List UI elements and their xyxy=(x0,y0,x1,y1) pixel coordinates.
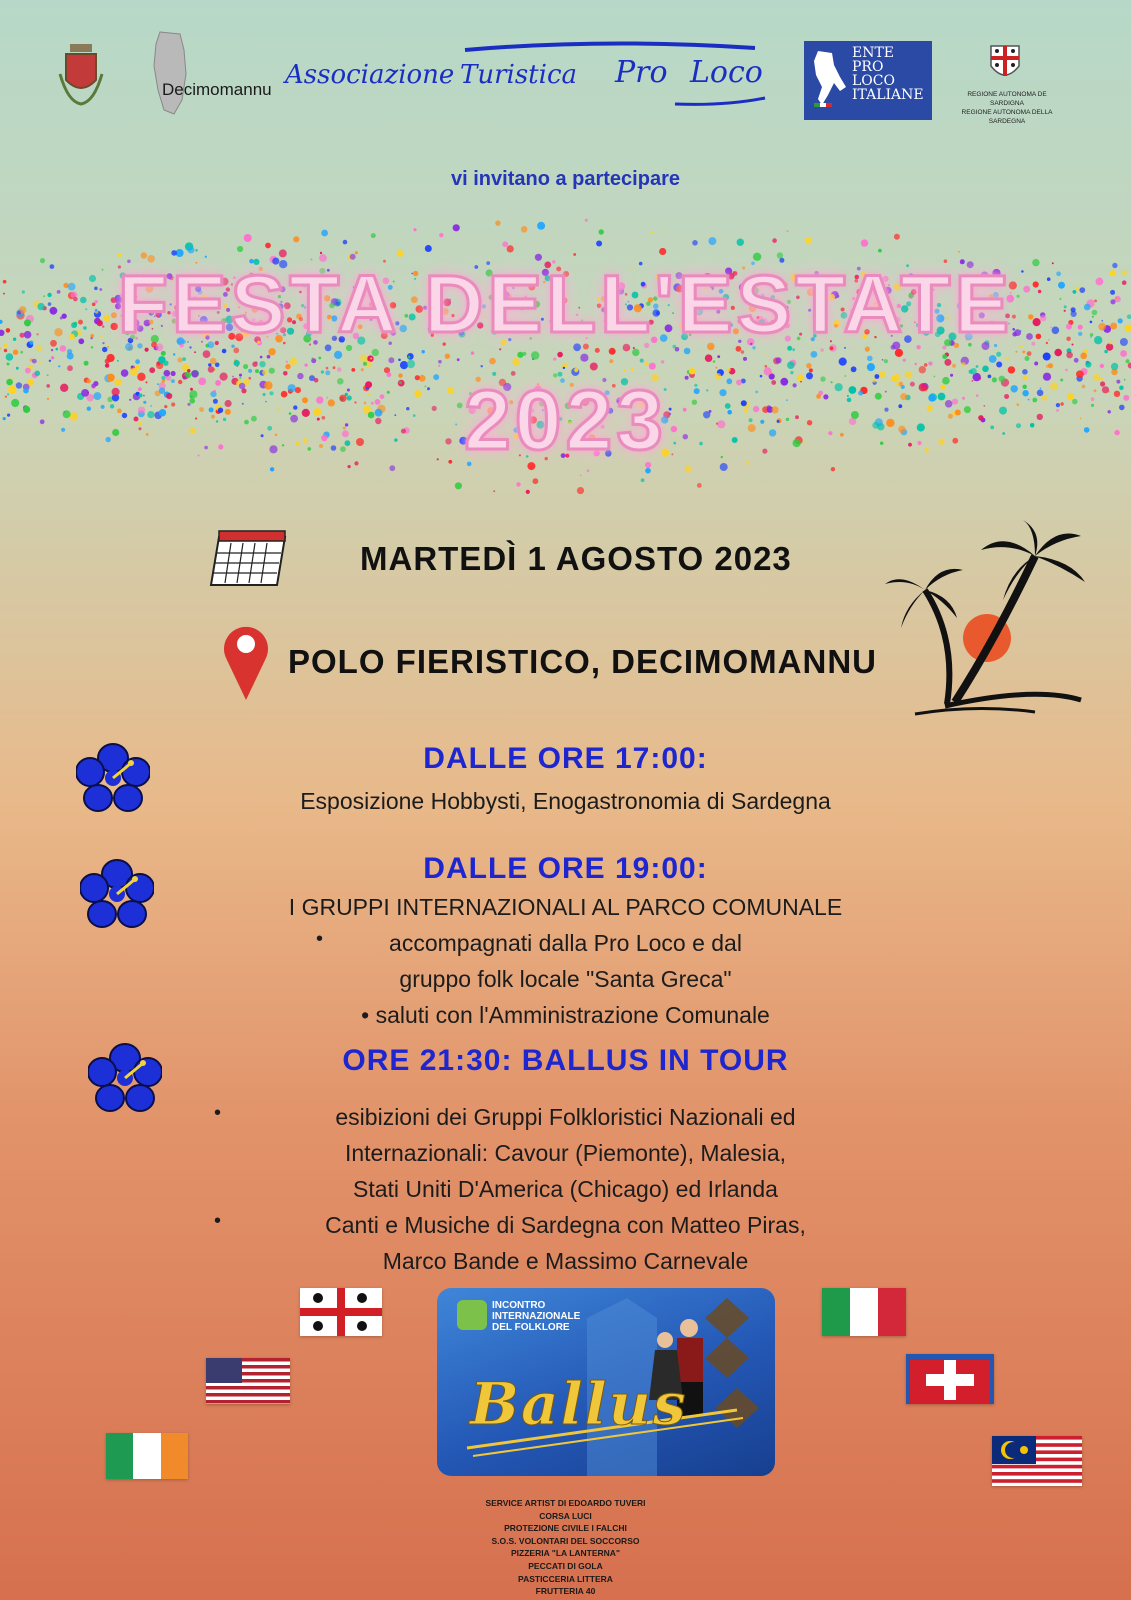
event-place: POLO FIERISTICO, DECIMOMANNU xyxy=(288,643,877,680)
program-2-line-4: • saluti con l'Amministrazione Comunale xyxy=(361,1002,770,1028)
bullet: • xyxy=(214,1102,222,1124)
confetti-dot xyxy=(311,358,316,363)
sponsor: S.O.S. VOLONTARI DEL SOCCORSO xyxy=(491,1535,640,1546)
confetti-dot xyxy=(915,363,917,365)
program-1-line-1: Esposizione Hobbysti, Enogastronomia di Sardegna xyxy=(300,788,831,814)
confetti-dot xyxy=(531,351,539,359)
confetti-dot xyxy=(439,233,443,237)
confetti-dot xyxy=(408,356,411,359)
confetti-dot xyxy=(438,365,440,367)
ente-logo-text: ENTE PRO LOCO ITALIANE xyxy=(852,45,924,103)
confetti-dot xyxy=(1043,353,1051,361)
confetti-dot xyxy=(894,234,900,240)
confetti-dot xyxy=(692,240,698,246)
confetti-dot xyxy=(580,475,582,477)
confetti-dot xyxy=(861,239,868,246)
program-3-line-3: Stati Uniti D'America (Chicago) ed Irlanda xyxy=(353,1176,778,1202)
festival-title-line2: 2023 xyxy=(464,373,667,467)
confetti-dot xyxy=(764,353,766,355)
confetti-dot xyxy=(49,360,51,362)
confetti-dot xyxy=(135,359,140,364)
confetti-dot xyxy=(662,230,664,232)
confetti-dot xyxy=(188,247,195,254)
decimomannu-label: Decimomannu xyxy=(162,80,272,99)
confetti-dot xyxy=(495,220,500,225)
confetti-dot xyxy=(644,362,648,366)
comune-coat-of-arms xyxy=(58,44,104,106)
confetti-dot xyxy=(867,363,875,371)
confetti-dot xyxy=(787,361,795,369)
confetti-dot xyxy=(502,241,508,247)
confetti-dot xyxy=(958,251,960,253)
sardinia-map-logo xyxy=(150,30,190,116)
confetti-dot xyxy=(131,366,133,368)
confetti-dot xyxy=(135,365,139,369)
ballus-incontro-label: INCONTRO INTERNAZIONALE DEL FOLKLORE xyxy=(492,1300,581,1333)
confetti-dot xyxy=(737,239,744,246)
confetti-dot xyxy=(1074,358,1079,363)
invite-text: vi invitano a partecipare xyxy=(451,168,680,190)
loco-word: Loco xyxy=(690,55,763,90)
confetti-dot xyxy=(609,359,613,363)
confetti-dot xyxy=(363,362,367,366)
program-2-line-1: I GRUPPI INTERNAZIONALI AL PARCO COMUNALE xyxy=(288,894,843,920)
confetti-dot xyxy=(182,357,186,361)
confetti-dot xyxy=(649,363,656,370)
confetti-dot xyxy=(171,250,177,256)
confetti-dot xyxy=(259,361,265,367)
confetti-dot xyxy=(903,359,906,362)
confetti-dot xyxy=(244,234,252,242)
confetti-dot xyxy=(867,356,873,362)
confetti-dot xyxy=(260,356,263,359)
confetti-dot xyxy=(715,367,717,369)
confetti-dot xyxy=(445,354,450,359)
confetti-dot xyxy=(334,351,342,359)
confetti-dot xyxy=(158,356,165,363)
confetti-dot xyxy=(764,365,767,368)
sponsor: PIZZERIA "LA LANTERNA" xyxy=(511,1548,620,1559)
confetti-dot xyxy=(1025,356,1030,361)
palm-trees-sunset-icon xyxy=(885,520,1085,730)
confetti-dot xyxy=(453,224,460,231)
program-3-line-1: esibizioni dei Gruppi Folkloristici Nazionali ed xyxy=(335,1104,796,1130)
confetti-dot xyxy=(537,222,545,230)
confetti-dot xyxy=(1048,363,1053,368)
confetti-dot xyxy=(388,357,394,363)
confetti-dot xyxy=(708,237,716,245)
program-2-line-2: accompagnati dalla Pro Loco e dal xyxy=(389,930,742,956)
confetti-dot xyxy=(512,358,520,366)
confetti-dot xyxy=(67,365,73,371)
italy-map-icon xyxy=(810,47,850,113)
program-heading-1: DALLE ORE 17:00: xyxy=(423,742,708,775)
confetti-dot xyxy=(1111,363,1118,370)
confetti-dot xyxy=(961,362,966,367)
confetti-dot xyxy=(32,359,37,364)
confetti-dot xyxy=(265,243,271,249)
confetti-dot xyxy=(942,354,947,359)
program-2-line-3: gruppo folk locale "Santa Greca" xyxy=(399,966,732,992)
confetti-dot xyxy=(631,368,634,371)
confetti-dot xyxy=(640,359,644,363)
sponsor: PROTEZIONE CIVILE I FALCHI xyxy=(504,1523,627,1534)
confetti-dot xyxy=(533,478,539,484)
confetti-dot xyxy=(717,355,720,358)
confetti-dot xyxy=(305,364,308,367)
bullet: • xyxy=(214,1210,222,1232)
confetti-dot xyxy=(522,352,526,356)
sponsor: FRUTTERIA 40 xyxy=(535,1586,596,1597)
confetti-dot xyxy=(884,359,888,363)
confetti-dot xyxy=(713,360,716,363)
program-heading-3: ORE 21:30: BALLUS IN TOUR xyxy=(342,1044,789,1077)
confetti-dot xyxy=(290,357,298,365)
confetti-dot xyxy=(425,245,432,252)
confetti-dot xyxy=(805,237,812,244)
confetti-dot xyxy=(343,240,348,245)
confetti-dot xyxy=(360,355,368,363)
confetti-dot xyxy=(105,363,109,367)
confetti-dot xyxy=(924,363,928,367)
confetti-dot xyxy=(659,248,666,255)
confetti-dot xyxy=(1100,364,1104,368)
confetti-dot xyxy=(1126,359,1130,363)
confetti-dot xyxy=(1080,353,1087,360)
confetti-dot xyxy=(839,358,847,366)
confetti-dot xyxy=(489,358,496,365)
confetti-dot xyxy=(651,231,654,234)
confetti-dot xyxy=(493,490,495,492)
confetti-dot xyxy=(407,360,415,368)
confetti-dot xyxy=(285,364,290,369)
confetti-dot xyxy=(16,367,19,370)
confetti-dot xyxy=(776,357,782,363)
confetti-dot xyxy=(234,360,240,366)
confetti-dot xyxy=(585,219,588,222)
confetti-dot xyxy=(1066,352,1073,359)
confetti-dot xyxy=(84,361,89,366)
confetti-dot xyxy=(371,233,376,238)
confetti-dot xyxy=(996,362,1002,368)
confetti-dot xyxy=(397,250,404,257)
malaysia-flag-icon xyxy=(992,1436,1082,1486)
confetti-dot xyxy=(267,355,271,359)
program-3-line-5: Marco Bande e Massimo Carnevale xyxy=(382,1248,749,1274)
confetti-dot xyxy=(516,482,520,486)
confetti-dot xyxy=(507,245,514,252)
turistica-word: Turistica xyxy=(460,60,577,90)
pro-word: Pro xyxy=(615,55,668,90)
confetti-dot xyxy=(1085,361,1091,367)
regione-sardegna-emblem xyxy=(985,42,1025,84)
confetti-dot xyxy=(326,367,329,370)
confetti-dot xyxy=(787,230,789,232)
associazione-word: Associazione xyxy=(285,60,455,90)
confetti-dot xyxy=(521,226,528,233)
confetti-dot xyxy=(195,249,198,252)
confetti-dot xyxy=(118,253,122,257)
confetti-dot xyxy=(976,365,979,368)
confetti-dot xyxy=(526,490,530,494)
confetti-dot xyxy=(590,363,598,371)
confetti-dot xyxy=(438,360,442,364)
confetti-dot xyxy=(580,354,588,362)
sponsors-list xyxy=(0,1497,1131,1598)
confetti-dot xyxy=(806,363,811,368)
confetti-dot xyxy=(989,355,997,363)
confetti-dot xyxy=(599,229,604,234)
confetti-dot xyxy=(697,483,702,488)
calendar-icon xyxy=(205,527,291,589)
confetti-dot xyxy=(944,359,951,366)
confetti-dot xyxy=(878,249,882,253)
confetti-dot xyxy=(577,487,584,494)
confetti-dot xyxy=(996,352,1001,357)
sponsor: CORSA LUCI xyxy=(539,1510,592,1521)
confetti-dot xyxy=(117,360,119,362)
confetti-dot xyxy=(243,364,248,369)
confetti-dot xyxy=(320,252,322,254)
confetti-dot xyxy=(413,228,416,231)
piedmont-savoy-flag-icon xyxy=(906,1354,994,1404)
confetti-dot xyxy=(573,253,576,256)
confetti-dot xyxy=(661,360,664,363)
confetti-dot xyxy=(743,357,747,361)
confetti-dot xyxy=(553,358,556,361)
sponsor: PASTICCERIA LITTERA xyxy=(518,1573,613,1584)
confetti-dot xyxy=(928,361,932,365)
confetti-dot xyxy=(596,241,602,247)
program-heading-2: DALLE ORE 19:00: xyxy=(423,852,708,885)
confetti-dot xyxy=(321,230,328,237)
usa-flag-icon xyxy=(206,1358,290,1404)
confetti-dot xyxy=(173,353,175,355)
confetti-dot xyxy=(455,482,462,489)
confetti-dot xyxy=(361,368,364,371)
location-pin-icon xyxy=(218,618,274,702)
italy-flag-icon xyxy=(822,1288,906,1336)
program-3-line-2: Internazionali: Cavour (Piemonte), Malesia, xyxy=(344,1140,787,1166)
confetti-dot xyxy=(7,363,10,366)
confetti-dot xyxy=(279,249,287,257)
confetti-dot xyxy=(882,359,884,361)
confetti-dot xyxy=(237,246,243,252)
confetti-dot xyxy=(398,359,401,362)
confetti-dot xyxy=(6,353,14,361)
confetti-dot xyxy=(293,236,299,242)
bullet: • xyxy=(316,928,324,950)
confetti-dot xyxy=(51,356,54,359)
confetti-dot xyxy=(624,369,626,371)
confetti-dot xyxy=(1065,369,1068,372)
ireland-flag-icon xyxy=(106,1433,188,1479)
confetti-dot xyxy=(457,358,460,361)
sponsor: PECCATI DI GOLA xyxy=(528,1560,603,1571)
confetti-dot xyxy=(208,363,211,366)
confetti-dot xyxy=(107,354,115,362)
confetti-dot xyxy=(563,367,565,369)
confetti-dot xyxy=(557,352,563,358)
confetti-dot xyxy=(58,365,60,367)
confetti-dot xyxy=(39,361,42,364)
event-date: MARTEDÌ 1 AGOSTO 2023 xyxy=(360,540,792,577)
confetti-dot xyxy=(811,351,818,358)
confetti-dot xyxy=(1034,362,1038,366)
confetti-dot xyxy=(318,357,321,360)
festival-title-line1: FESTA DELL'ESTATE xyxy=(117,259,1014,350)
confetti-dot xyxy=(333,366,336,369)
sardinia-flag-icon xyxy=(300,1288,382,1336)
regione-text: REGIONE AUTONOMA DE SARDIGNA REGIONE AUTONOMA DELLA SARDEGNA xyxy=(961,91,1053,125)
confetti-dot xyxy=(210,358,217,365)
confetti-dot xyxy=(952,364,956,368)
confetti-dot xyxy=(772,238,777,243)
sponsor: SERVICE ARTIST DI EDOARDO TUVERI xyxy=(485,1498,646,1508)
confetti-dot xyxy=(252,362,257,367)
confetti-dot xyxy=(587,469,590,472)
confetti-dot xyxy=(177,357,182,362)
confetti-dot xyxy=(705,354,713,362)
ballus-logo-word: Ballus xyxy=(470,1370,688,1438)
confetti-dot xyxy=(481,365,483,367)
confetti-dot xyxy=(286,361,288,363)
program-3-line-4: Canti e Musiche di Sardegna con Matteo Piras, xyxy=(325,1212,806,1238)
confetti-dot xyxy=(370,358,372,360)
confetti-dot xyxy=(355,251,358,254)
confetti-dot xyxy=(1006,357,1009,360)
confetti-dot xyxy=(641,478,645,482)
